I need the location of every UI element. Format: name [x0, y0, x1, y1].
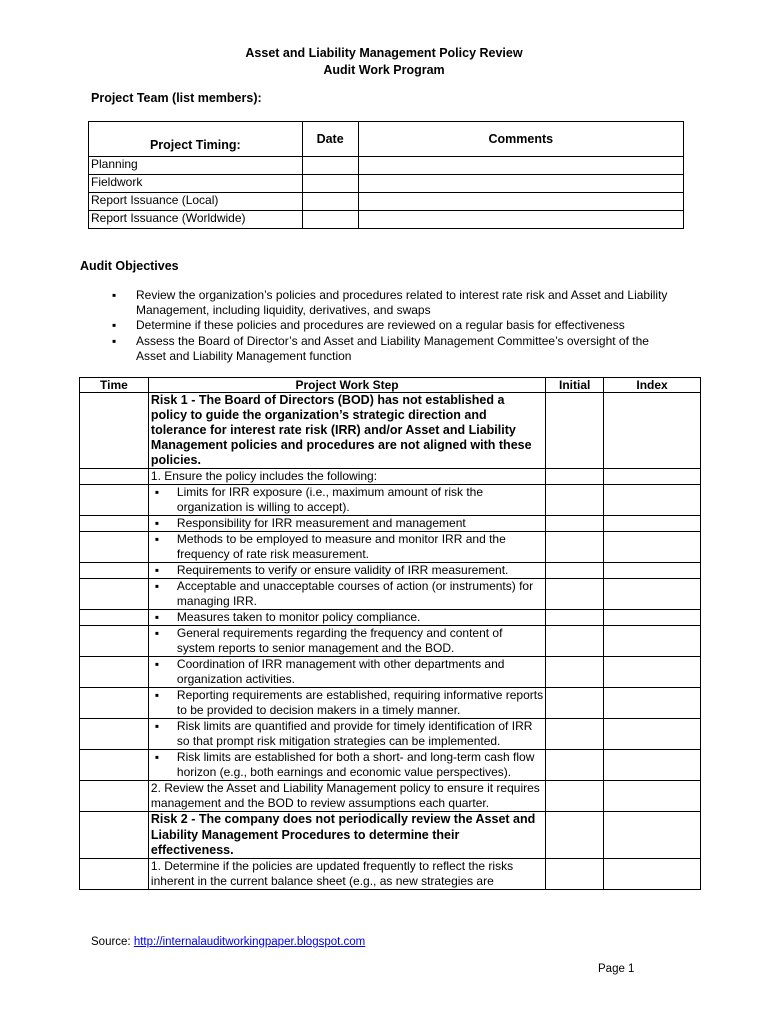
header-time: Time [80, 378, 149, 393]
initial-cell[interactable] [546, 393, 604, 469]
time-cell[interactable] [80, 485, 149, 516]
date-cell[interactable] [302, 193, 358, 211]
index-cell[interactable] [604, 812, 701, 858]
work-step-bullet: ▪ Limits for IRR exposure (i.e., maximum amount of risk the organization is willing to accept). [148, 485, 545, 516]
initial-cell[interactable] [546, 563, 604, 579]
bullet-icon: ▪ [154, 750, 160, 765]
index-cell[interactable] [604, 719, 701, 750]
time-cell[interactable] [80, 469, 149, 485]
index-cell[interactable] [604, 516, 701, 532]
objective-item: ▪ Assess the Board of Director’s and Asset and Liability Management Committee’s oversight of the Asset and Liability Management function [112, 333, 649, 363]
time-cell[interactable] [80, 858, 149, 889]
work-step-bullet: ▪ Methods to be employed to measure and monitor IRR and the frequency of rate risk measurement. [148, 532, 545, 563]
timing-row-label: Fieldwork [89, 175, 303, 193]
initial-cell[interactable] [546, 688, 604, 719]
header-date: Date [302, 122, 358, 157]
initial-cell[interactable] [546, 532, 604, 563]
header-project-work-step: Project Work Step [148, 378, 545, 393]
work-step-bullet: ▪ Risk limits are quantified and provide for timely identification of IRR so that prompt risk mitigation strategies can be implemented. [148, 719, 545, 750]
initial-cell[interactable] [546, 469, 604, 485]
index-cell[interactable] [604, 858, 701, 889]
initial-cell[interactable] [546, 485, 604, 516]
comments-cell[interactable] [358, 211, 683, 229]
timing-row-label: Report Issuance (Local) [89, 193, 303, 211]
time-cell[interactable] [80, 781, 149, 812]
time-cell[interactable] [80, 750, 149, 781]
initial-cell[interactable] [546, 719, 604, 750]
work-step-1: 1. Ensure the policy includes the following: [148, 469, 545, 485]
bullet-icon: ▪ [154, 719, 160, 734]
source-note: Source: http://internalauditworkingpaper.blogspot.com [91, 936, 366, 948]
date-cell[interactable] [302, 157, 358, 175]
index-cell[interactable] [604, 610, 701, 626]
bullet-icon: ▪ [154, 688, 160, 703]
initial-cell[interactable] [546, 781, 604, 812]
index-cell[interactable] [604, 750, 701, 781]
index-cell[interactable] [604, 688, 701, 719]
initial-cell[interactable] [546, 516, 604, 532]
audit-objectives-list [112, 288, 672, 364]
risk-2-statement: Risk 2 - The company does not periodically review the Asset and Liability Management Procedures to determine their effectiveness. [148, 812, 545, 858]
bullet-icon: ▪ [112, 333, 117, 348]
work-step-bullet: ▪ Measures taken to monitor policy compliance. [148, 610, 545, 626]
time-cell[interactable] [80, 688, 149, 719]
index-cell[interactable] [604, 579, 701, 610]
risk-2-step-1: 1. Determine if the policies are updated frequently to reflect the risks inherent in the current balance sheet (e.g., as new strategies are [148, 858, 545, 889]
time-cell[interactable] [80, 532, 149, 563]
initial-cell[interactable] [546, 610, 604, 626]
bullet-icon: ▪ [154, 532, 160, 547]
time-cell[interactable] [80, 610, 149, 626]
project-team-label: Project Team (list members): [91, 91, 262, 105]
document-title: Asset and Liability Management Policy Review [245, 46, 523, 60]
bullet-icon: ▪ [112, 318, 117, 333]
header-project-timing: Project Timing: [89, 122, 303, 157]
initial-cell[interactable] [546, 750, 604, 781]
work-step-bullet: ▪ Reporting requirements are established, requiring informative reports to be provided to decision makers in a timely manner. [148, 688, 545, 719]
initial-cell[interactable] [546, 657, 604, 688]
bullet-icon: ▪ [112, 288, 117, 302]
work-step-bullet: ▪ Coordination of IRR management with other departments and organization activities. [148, 657, 545, 688]
header-index: Index [604, 378, 701, 393]
work-step-bullet: ▪ Acceptable and unacceptable courses of action (or instruments) for managing IRR. [148, 579, 545, 610]
time-cell[interactable] [80, 719, 149, 750]
index-cell[interactable] [604, 626, 701, 657]
work-program-table [79, 377, 701, 890]
index-cell[interactable] [604, 393, 701, 469]
index-cell[interactable] [604, 532, 701, 563]
index-cell[interactable] [604, 469, 701, 485]
initial-cell[interactable] [546, 812, 604, 858]
bullet-icon: ▪ [154, 657, 160, 672]
work-step-bullet: ▪ General requirements regarding the frequency and content of system reports to senior management and the BOD. [148, 626, 545, 657]
timing-row-label: Report Issuance (Worldwide) [89, 211, 303, 229]
header-comments: Comments [358, 122, 683, 157]
time-cell[interactable] [80, 579, 149, 610]
date-cell[interactable] [302, 211, 358, 229]
comments-cell[interactable] [358, 157, 683, 175]
time-cell[interactable] [80, 657, 149, 688]
index-cell[interactable] [604, 563, 701, 579]
index-cell[interactable] [604, 485, 701, 516]
date-cell[interactable] [302, 175, 358, 193]
work-step-bullet: ▪ Requirements to verify or ensure validity of IRR measurement. [148, 563, 545, 579]
comments-cell[interactable] [358, 175, 683, 193]
page-number: Page 1 [598, 963, 635, 975]
work-step-2: 2. Review the Asset and Liability Management policy to ensure it requires management and the BOD to review assumptions each quarter. [148, 781, 545, 812]
objective-item: ▪ Determine if these policies and procedures are reviewed on a regular basis for effectiveness [112, 318, 625, 333]
risk-1-statement: Risk 1 - The Board of Directors (BOD) has not established a policy to guide the organization’s strategic direction and tolerance for interest rate risk (IRR) and/or Asset and Liability Management policies and procedures are not aligned with these policies. [148, 393, 545, 469]
index-cell[interactable] [604, 657, 701, 688]
time-cell[interactable] [80, 812, 149, 858]
initial-cell[interactable] [546, 579, 604, 610]
time-cell[interactable] [80, 626, 149, 657]
comments-cell[interactable] [358, 193, 683, 211]
index-cell[interactable] [604, 781, 701, 812]
document-subtitle: Audit Work Program [323, 63, 445, 77]
bullet-icon: ▪ [154, 516, 160, 531]
source-link[interactable]: http://internalauditworkingpaper.blogspot.com [133, 936, 366, 948]
project-timing-table [88, 121, 684, 229]
bullet-icon: ▪ [154, 626, 160, 641]
work-step-bullet: ▪ Responsibility for IRR measurement and management [148, 516, 545, 532]
initial-cell[interactable] [546, 626, 604, 657]
bullet-icon: ▪ [154, 485, 160, 500]
bullet-icon: ▪ [154, 579, 160, 594]
work-step-bullet: ▪ Risk limits are established for both a short- and long-term cash flow horizon (e.g., both earnings and economic value perspectives). [148, 750, 545, 781]
objective-item: ▪ Review the organization’s policies and procedures related to interest rate risk and Asset and Liability Management, including liquidity, derivatives, and swaps [112, 288, 668, 318]
time-cell[interactable] [80, 563, 149, 579]
audit-objectives-heading: Audit Objectives [80, 259, 179, 273]
timing-row-label: Planning [89, 157, 303, 175]
header-initial: Initial [546, 378, 604, 393]
bullet-icon: ▪ [154, 563, 160, 578]
time-cell[interactable] [80, 516, 149, 532]
initial-cell[interactable] [546, 858, 604, 889]
time-cell[interactable] [80, 393, 149, 469]
bullet-icon: ▪ [154, 610, 160, 625]
